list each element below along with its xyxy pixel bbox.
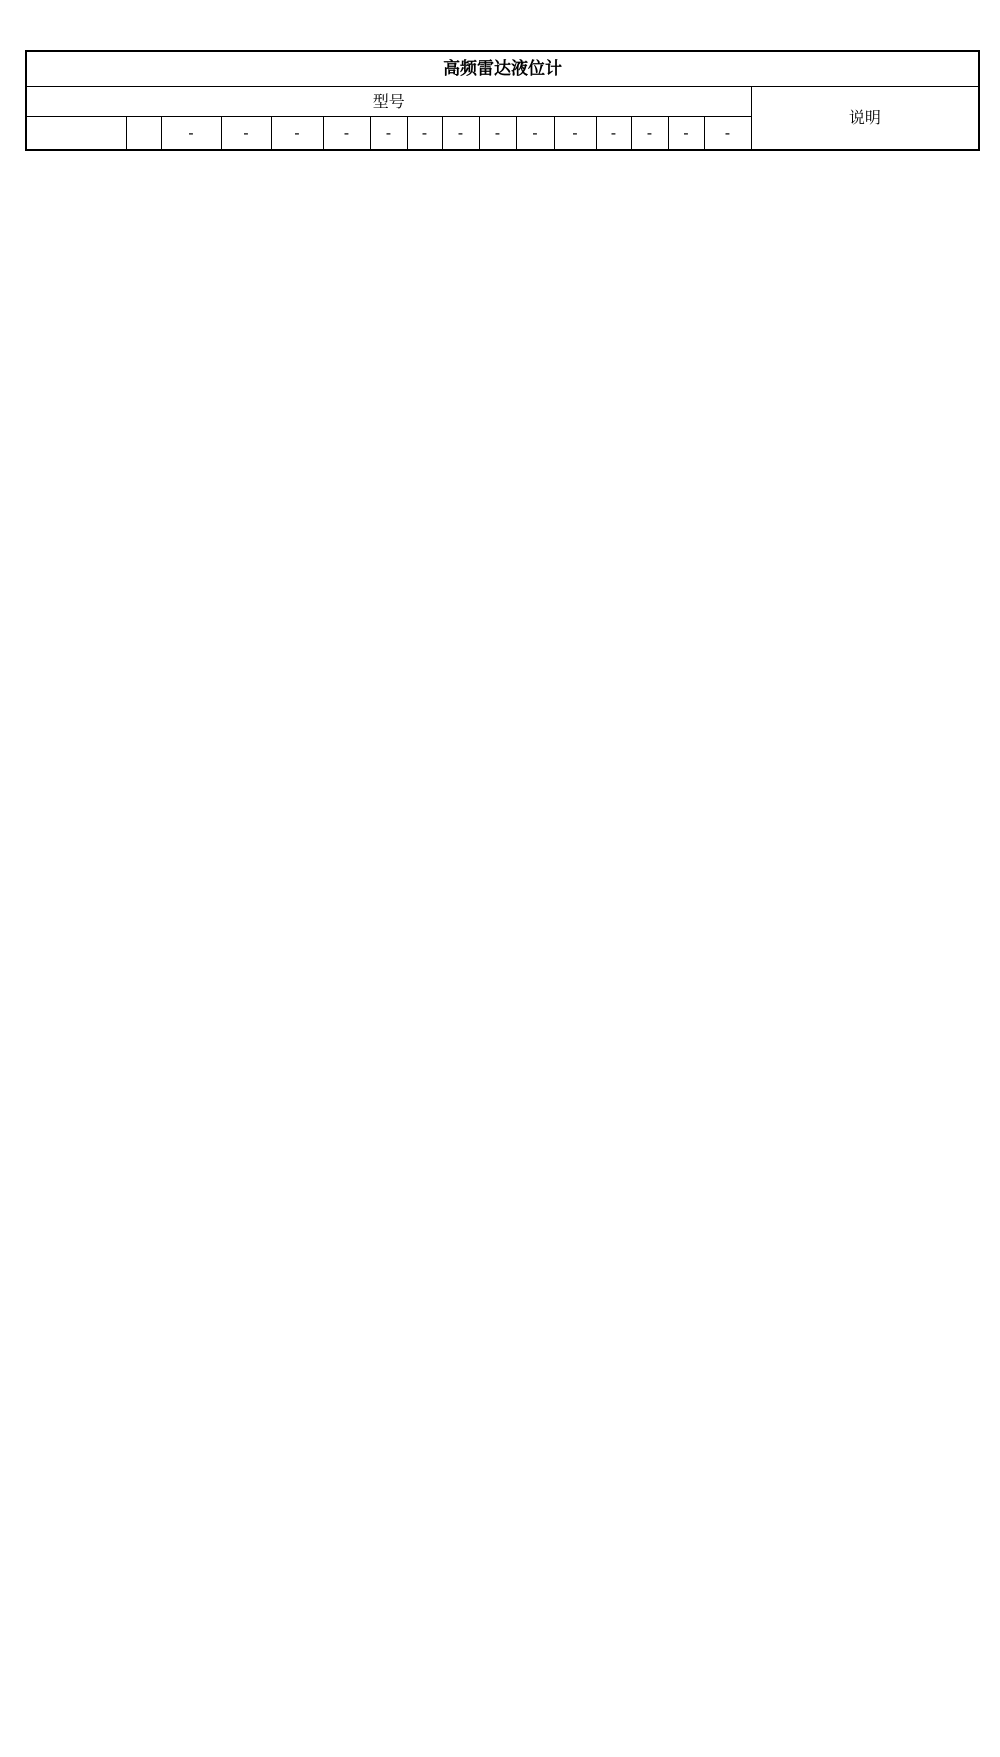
dash-cell: - <box>271 117 323 151</box>
model-selection-table-wrap <box>25 50 980 151</box>
dash-cell: - <box>442 117 479 151</box>
dash-cell: - <box>631 117 668 151</box>
dash-cell: - <box>161 117 221 151</box>
dash-cell: - <box>516 117 554 151</box>
title-row <box>26 51 979 87</box>
dash-cell: - <box>407 117 442 151</box>
dash-row-empty-cell <box>126 117 161 151</box>
dash-cell: - <box>479 117 516 151</box>
page-title: 高频雷达液位计 <box>26 51 979 87</box>
dash-cell: - <box>221 117 271 151</box>
dash-cell: - <box>370 117 407 151</box>
dash-cell: - <box>554 117 596 151</box>
dash-row-empty-cell <box>26 117 126 151</box>
model-selection-table <box>25 50 980 151</box>
model-header-row <box>26 87 979 117</box>
model-header-cell: 型号 <box>26 87 751 117</box>
description-header-cell: 说明 <box>751 87 979 151</box>
dash-cell: - <box>596 117 631 151</box>
dash-cell: - <box>323 117 370 151</box>
dash-cell: - <box>704 117 751 151</box>
dash-cell: - <box>668 117 704 151</box>
